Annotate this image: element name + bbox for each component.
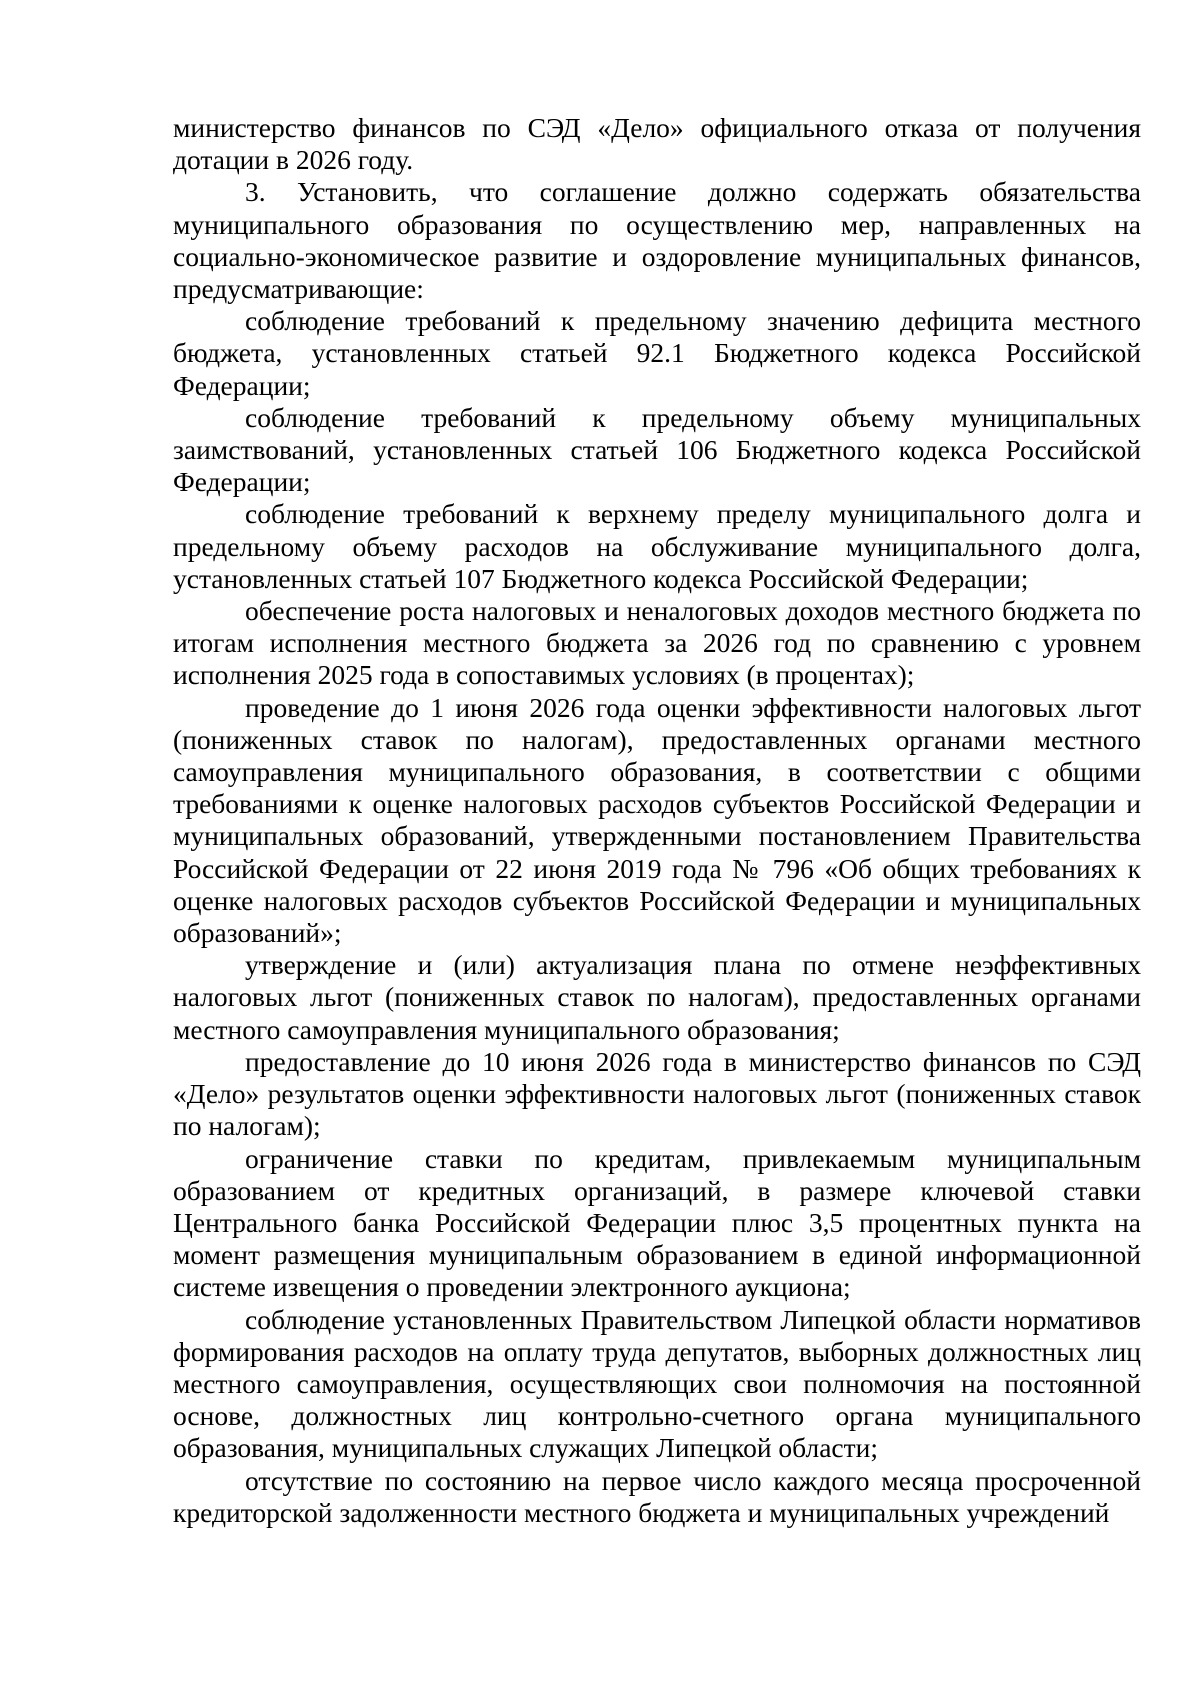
document-body <box>173 112 1141 1529</box>
paragraph-credit-rate-limit: ограничение ставки по кредитам, привлекаемым муниципальным образованием от кредитных организаций, в размере ключевой ставки Центрального банка Российской Федерации плюс 3,5 процентных пункта на момент размещения муниципальным образованием в единой информационной системе извещения о проведении электронного аукциона; <box>173 1142 1141 1303</box>
paragraph-revenue-growth: обеспечение роста налоговых и неналоговых доходов местного бюджета по итогам исполнения местного бюджета за 2026 год по сравнению с уровнем исполнения 2025 года в сопоставимых условиях (в процентах); <box>173 595 1141 691</box>
paragraph-assessment-results: предоставление до 10 июня 2026 года в министерство финансов по СЭД «Дело» результатов оценки эффективности налоговых льгот (пониженных ставок по налогам); <box>173 1045 1141 1142</box>
paragraph-tax-benefit-assessment: проведение до 1 июня 2026 года оценки эффективности налоговых льгот (пониженных ставок по налогам), предоставленных органами местного самоуправления муниципального образования, в соответствии с общими требованиями к оценке налоговых расходов субъектов Российской Федерации и муниципальных образований, утвержденными постановлением Правительства Российской Федерации от 22 июня 2019 года № 796 «Об общих требованиях к оценке налоговых расходов субъектов Российской Федерации и муниципальных образований»; <box>173 691 1141 949</box>
paragraph-borrowing-requirement: соблюдение требований к предельному объему муниципальных заимствований, установленных статьей 106 Бюджетного кодекса Российской Федерации; <box>173 401 1141 498</box>
paragraph-tax-benefit-plan: утверждение и (или) актуализация плана по отмене неэффективных налоговых льгот (пониженных ставок по налогам), предоставленных органами местного самоуправления муниципального образования; <box>173 949 1141 1045</box>
paragraph-item-3: 3. Установить, что соглашение должно содержать обязательства муниципального образования по осуществлению мер, направленных на социально-экономическое развитие и оздоровление муниципальных финансов, предусматривающие: <box>173 176 1141 305</box>
paragraph-debt-limit-requirement: соблюдение требований к верхнему пределу муниципального долга и предельному объему расходов на обслуживание муниципального долга, установленных статьей 107 Бюджетного кодекса Российской Федерации; <box>173 498 1141 594</box>
paragraph-salary-standards: соблюдение установленных Правительством Липецкой области нормативов формирования расходов на оплату труда депутатов, выборных должностных лиц местного самоуправления, осуществляющих свои полномочия на постоянной основе, должностных лиц контрольно-счетного органа муниципального образования, муниципальных служащих Липецкой области; <box>173 1303 1141 1464</box>
paragraph-continuation: министерство финансов по СЭД «Дело» официального отказа от получения дотации в 2026 году. <box>173 112 1141 176</box>
paragraph-deficit-requirement: соблюдение требований к предельному значению дефицита местного бюджета, установленных статьей 92.1 Бюджетного кодекса Российской Федерации; <box>173 305 1141 401</box>
paragraph-overdue-debt: отсутствие по состоянию на первое число каждого месяца просроченной кредиторской задолженности местного бюджета и муниципальных учреждений <box>173 1464 1141 1528</box>
